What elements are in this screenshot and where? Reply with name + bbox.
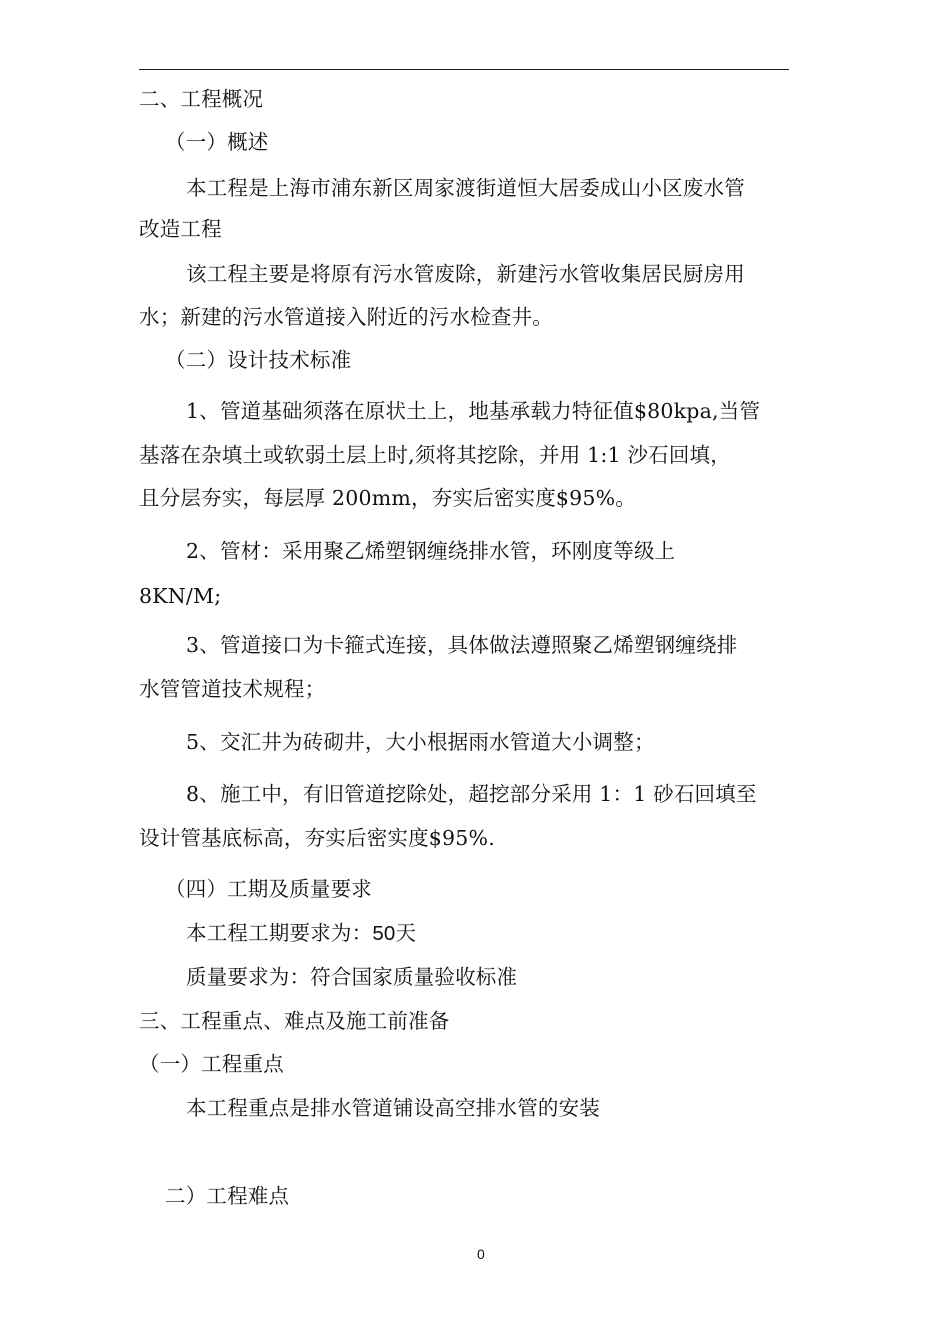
subheading-difficulties: 二）工程难点 — [165, 1184, 290, 1208]
schedule-line — [186, 920, 416, 947]
standard-item-8-line-2: 设计管基底标高，夯实后密实度$95%. — [139, 826, 495, 850]
subheading-schedule-quality: （四）工期及质量要求 — [165, 877, 372, 901]
schedule-days-unit: 天 — [395, 921, 417, 945]
standard-item-3-line-2: 水管管道技术规程； — [139, 677, 326, 701]
standard-item-1-line-1: 1、管道基础须落在原状土上，地基承载力特征值$80kpa,当管 — [186, 399, 761, 423]
page-number: 0 — [477, 1246, 485, 1262]
standard-item-1-line-2: 基落在杂填土或软弱土层上时,须将其挖除，并用 1:1 沙石回填， — [139, 443, 731, 467]
schedule-label: 本工程工期要求为： — [186, 921, 373, 945]
overview-paragraph-2-line-2: 水；新建的污水管道接入附近的污水检查井。 — [139, 305, 553, 329]
overview-paragraph-2-line-1: 该工程主要是将原有污水管废除，新建污水管收集居民厨房用 — [186, 262, 745, 286]
standard-item-5: 5、交汇井为砖砌井，大小根据雨水管道大小调整； — [186, 730, 655, 754]
standard-item-3-line-1: 3、管道接口为卡箍式连接，具体做法遵照聚乙烯塑钢缠绕排 — [186, 633, 738, 657]
standard-item-1-line-3: 且分层夯实，每层厚 200mm，夯实后密实度$95%。 — [139, 486, 637, 510]
subheading-overview: （一）概述 — [165, 130, 269, 154]
overview-paragraph-1-line-2: 改造工程 — [139, 217, 222, 241]
section-heading-3: 三、工程重点、难点及施工前准备 — [139, 1009, 450, 1033]
standard-item-8-line-1: 8、施工中，有旧管道挖除处，超挖部分采用 1：1 砂石回填至 — [186, 782, 757, 806]
subheading-design-standard: （二）设计技术标准 — [165, 348, 352, 372]
overview-paragraph-1-line-1: 本工程是上海市浦东新区周家渡街道恒大居委成山小区废水管 — [186, 176, 745, 200]
header-rule — [139, 69, 789, 70]
schedule-days-value: 50 — [372, 922, 396, 945]
subheading-key-points: （一）工程重点 — [139, 1052, 284, 1076]
quality-requirement: 质量要求为：符合国家质量验收标准 — [186, 965, 518, 989]
key-points-text: 本工程重点是排水管道铺设高空排水管的安装 — [186, 1096, 600, 1120]
standard-item-2-line-2: 8KN/M; — [139, 584, 222, 608]
section-heading-2: 二、工程概况 — [139, 87, 264, 111]
standard-item-2-line-1: 2、管材：采用聚乙烯塑钢缠绕排水管，环刚度等级上 — [186, 539, 676, 563]
